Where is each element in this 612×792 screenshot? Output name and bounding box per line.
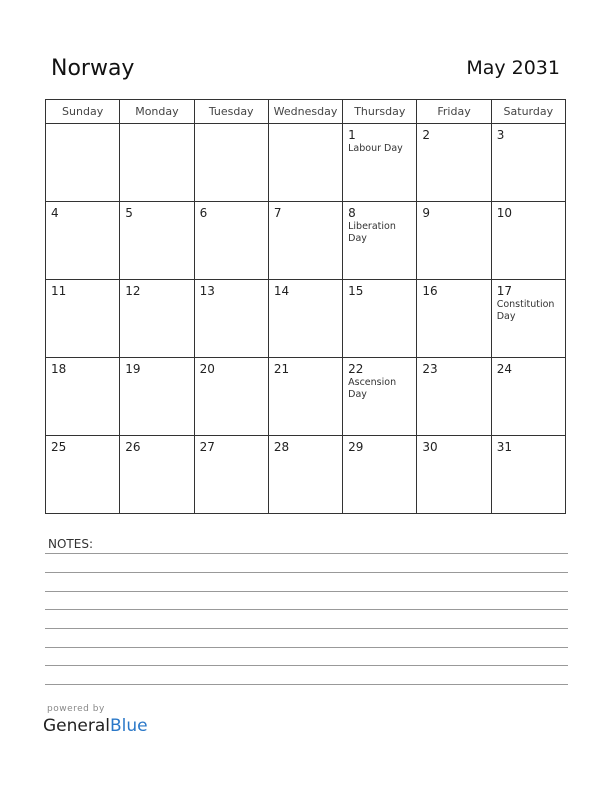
holiday-label: Constitution Day: [496, 299, 555, 322]
day-cell-content: [492, 358, 565, 380]
day-cell: [46, 436, 120, 514]
day-cell: [491, 124, 565, 202]
day-number: 8: [348, 206, 356, 220]
brand-logo[interactable]: [43, 716, 148, 736]
day-cell: [120, 358, 194, 436]
day-number: 3: [496, 128, 505, 142]
day-number: 31: [496, 440, 512, 454]
day-cell: [491, 280, 565, 358]
empty-day-cell: [120, 124, 194, 202]
day-cell: [46, 280, 120, 358]
day-cell-content: [195, 202, 268, 224]
day-cell-content: [195, 124, 268, 132]
day-cell: [417, 436, 491, 514]
day-cell: [417, 358, 491, 436]
day-cell: [268, 436, 342, 514]
day-cell-content: [343, 436, 416, 458]
week-row: [46, 124, 566, 202]
day-cell-content: [46, 358, 119, 380]
empty-day-cell: [194, 124, 268, 202]
day-number: 29: [348, 440, 364, 454]
day-cell-content: [492, 124, 565, 146]
weekday-header: Sunday: [46, 100, 120, 124]
note-line: [45, 572, 568, 573]
day-cell-content: [343, 280, 416, 302]
day-cell-content: [492, 280, 565, 327]
day-cell-content: [417, 124, 490, 146]
day-cell: [268, 358, 342, 436]
day-cell-content: [269, 358, 342, 380]
day-cell: [268, 280, 342, 358]
day-cell: [491, 436, 565, 514]
day-number: 16: [422, 284, 438, 298]
day-cell-content: [343, 124, 416, 159]
day-number: 25: [51, 440, 67, 454]
day-number: 17: [496, 284, 512, 298]
day-cell: [491, 358, 565, 436]
day-number: 28: [273, 440, 290, 454]
day-cell-content: [46, 202, 119, 224]
day-number: 4: [51, 206, 59, 220]
day-cell: [417, 124, 491, 202]
day-cell-content: [343, 358, 416, 405]
weekday-header: Friday: [417, 100, 491, 124]
note-line: [45, 684, 568, 685]
day-cell-content: [195, 436, 268, 458]
day-cell-content: [195, 358, 268, 380]
day-cell-content: [46, 124, 119, 132]
day-cell: [120, 436, 194, 514]
day-cell: [194, 280, 268, 358]
note-line: [45, 553, 568, 554]
day-number: 19: [125, 362, 141, 376]
day-cell-content: [120, 436, 193, 458]
day-cell-content: [417, 436, 490, 458]
day-cell-content: [195, 280, 268, 302]
note-line: [45, 665, 568, 666]
day-cell-content: [269, 280, 342, 302]
day-number: 1: [348, 128, 356, 142]
day-cell: [120, 280, 194, 358]
note-line: [45, 647, 568, 648]
day-cell: [343, 436, 417, 514]
day-cell-content: [417, 202, 490, 224]
day-number: 20: [199, 362, 215, 376]
day-cell-content: [120, 280, 193, 302]
day-number: 5: [125, 206, 133, 220]
notes-label: NOTES:: [48, 537, 93, 551]
day-number: 24: [496, 362, 512, 376]
weekday-header: Monday: [120, 100, 194, 124]
day-number: 10: [496, 206, 512, 220]
day-number: 18: [51, 362, 67, 376]
powered-by-text: powered by: [47, 704, 105, 714]
empty-day-cell: [268, 124, 342, 202]
day-cell-content: [269, 124, 342, 132]
day-number: 13: [199, 284, 215, 298]
brand-general: General: [43, 716, 110, 736]
empty-day-cell: [46, 124, 120, 202]
day-cell: [194, 436, 268, 514]
day-number: 14: [273, 284, 290, 298]
day-cell: [417, 202, 491, 280]
day-cell-content: [46, 436, 119, 458]
day-cell-content: [492, 436, 565, 458]
holiday-label: Ascension Day: [348, 377, 397, 400]
day-cell-content: [417, 358, 490, 380]
day-cell: [491, 202, 565, 280]
weekday-header: Thursday: [343, 100, 417, 124]
holiday-label: Labour Day: [348, 143, 403, 154]
weekday-header: Wednesday: [268, 100, 342, 124]
day-number: 2: [422, 128, 431, 142]
day-cell: [120, 202, 194, 280]
week-row: [46, 280, 566, 358]
day-cell-content: [417, 280, 490, 302]
day-number: 23: [422, 362, 438, 376]
day-number: 9: [422, 206, 431, 220]
day-cell: [194, 358, 268, 436]
note-line: [45, 628, 568, 629]
month-year-title: May 2031: [466, 57, 560, 79]
weekday-header-row: [46, 100, 566, 124]
day-number: 15: [348, 284, 364, 298]
day-cell-content: [492, 202, 565, 224]
day-number: 11: [51, 284, 67, 298]
day-cell: [343, 124, 417, 202]
day-cell-content: [120, 202, 193, 224]
day-number: 22: [348, 362, 364, 376]
day-cell: [343, 358, 417, 436]
day-cell: [343, 280, 417, 358]
brand-blue: Blue: [110, 716, 148, 736]
day-number: 6: [199, 206, 208, 220]
day-cell: [46, 202, 120, 280]
day-cell-content: [120, 358, 193, 380]
day-number: 26: [125, 440, 141, 454]
day-cell-content: [46, 280, 119, 302]
week-row: [46, 202, 566, 280]
day-number: 30: [422, 440, 438, 454]
day-cell: [46, 358, 120, 436]
weekday-header: Saturday: [491, 100, 565, 124]
day-cell: [343, 202, 417, 280]
day-cell: [417, 280, 491, 358]
day-cell-content: [269, 436, 342, 458]
country-title: Norway: [51, 56, 135, 81]
day-number: 7: [273, 206, 282, 220]
note-line: [45, 591, 568, 592]
note-line: [45, 609, 568, 610]
weekday-header: Tuesday: [194, 100, 268, 124]
day-cell: [268, 202, 342, 280]
holiday-label: Liberation Day: [348, 221, 396, 244]
day-cell-content: [343, 202, 416, 249]
day-number: 27: [199, 440, 215, 454]
calendar-grid: [45, 99, 566, 514]
week-row: [46, 358, 566, 436]
day-cell-content: [120, 124, 193, 132]
week-row: [46, 436, 566, 514]
day-number: 12: [125, 284, 141, 298]
day-number: 21: [273, 362, 290, 376]
day-cell: [194, 202, 268, 280]
day-cell-content: [269, 202, 342, 224]
